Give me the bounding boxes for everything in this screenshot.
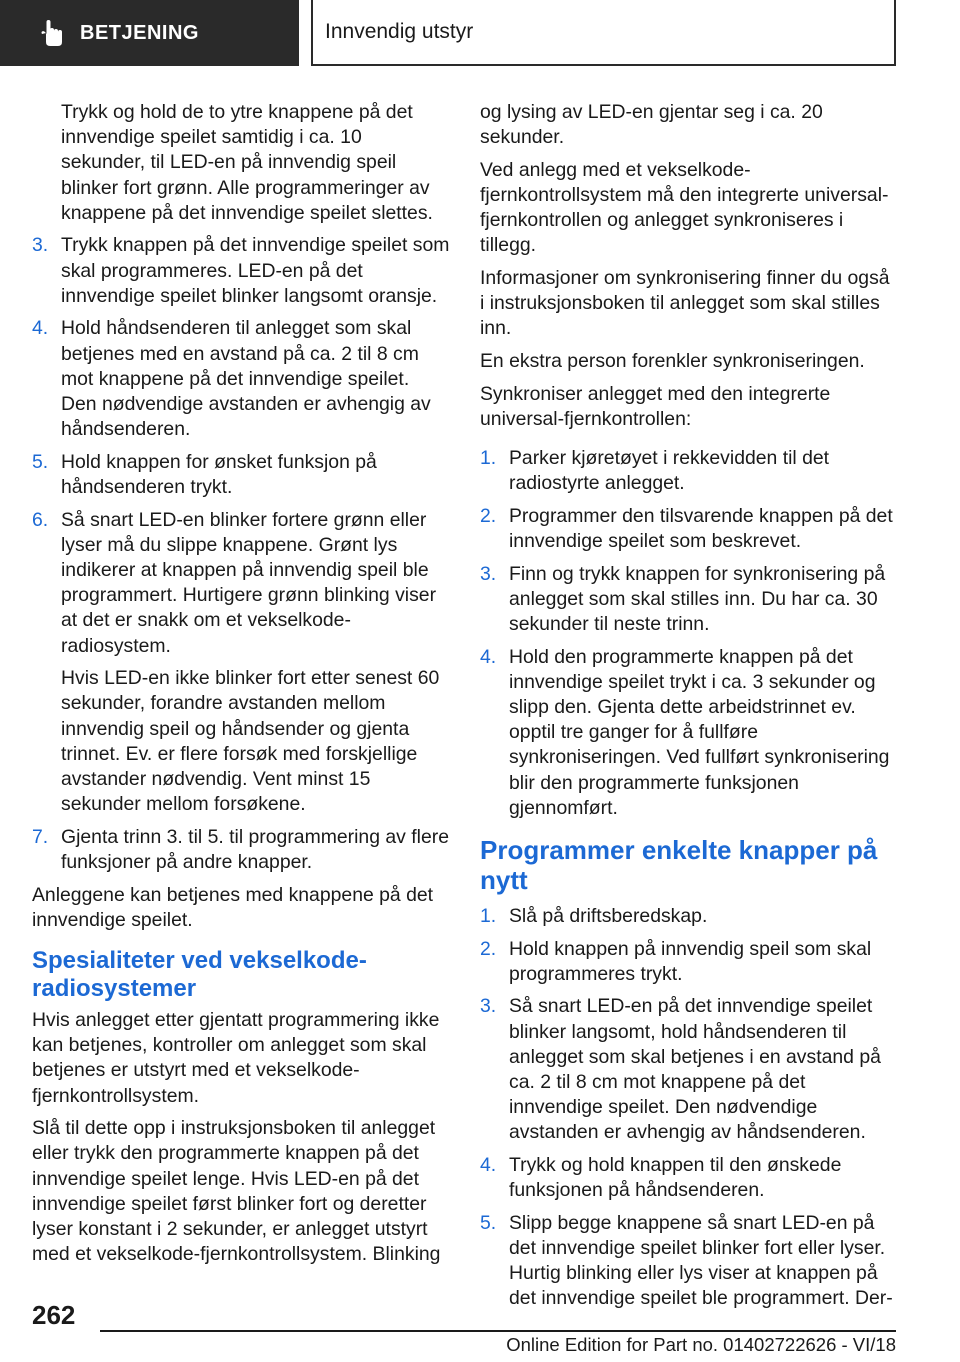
list-item [480,446,898,496]
section-heading: Programmer enkelte knapper på nytt [480,835,878,896]
list-item [32,316,450,442]
list-item [32,450,450,500]
right-column [480,100,898,1319]
step-number: 7. [32,825,49,848]
list-item [480,562,898,638]
paragraph: Ved anlegg med et vekselkode-fjernkontrollsystem må den integrerte universal-fjernkontrollen og anlegget synkroniseres i tillegg. [480,158,889,257]
paragraph: Slå til dette opp i instruksjonsboken til anlegget eller trykk den programmerte knappen på det innvendige speilet lenge. Hvis LED-en på det innvendige speilet først blinker fort og deretter lyser konstant i 2 sekunder, er anlegget utstyrt med et vekselkode-fjernkontrollsystem. Blinking [32,1117,441,1266]
page-header [0,0,960,66]
step-text: Så snart LED-en på det innvendige speilet blinker langsomt, hold håndsenderen til anlegget som skal betjenes i en avstand på ca. 2 til 8 cm mot knappene på det innvendige speilet. Den nødvendige avstanden er avhengig av håndsenderen. [509,995,881,1144]
paragraph: Informasjoner om synkronisering finner du også i instruksjonsboken til anlegget som skal stilles inn. [480,267,890,340]
reprogram-steps [480,904,898,1312]
step-number: 4. [32,317,49,340]
step-number: 2. [480,937,497,960]
page-number: 262 [32,1300,76,1330]
step-number: 6. [32,508,49,531]
list-item [480,994,898,1145]
paragraph: og lysing av LED-en gjentar seg i ca. 20 sekunder. [480,101,823,149]
step-text: Hold den programmerte knappen på det innvendige speilet trykt i ca. 3 sekunder og slipp den. Gjenta dette arbeidstrinnet ev. opptil tre ganger for å fullføre synkroniseringen. Ved fullført synkronisering blir den programmerte funksjonen gjennomført. [509,645,890,819]
sync-steps [480,446,898,821]
list-item [480,1211,898,1312]
section-tab [0,0,299,66]
step-number: 2. [480,504,497,527]
step-text: Trykk knappen på det innvendige speilet som skal programmeres. LED-en på det innvendige speilet blinker langsomt oransje. [61,234,450,307]
step-continuation: Hvis LED-en ikke blinker fort etter senest 60 sekunder, forandre avstanden mellom innvendig speil og håndsender og gjenta trinnet. Ev. er flere forsøk med forskjellige avstander nødvendig. Vent minst 15 sekunder mellom forsøkene. [61,667,440,816]
step-number: 4. [480,645,497,668]
step-text: Trykk og hold knappen til den ønskede funksjonen på håndsenderen. [509,1154,842,1202]
paragraph: En ekstra person forenkler synkroniseringen. [480,350,865,372]
step-text: Hold håndsenderen til anlegget som skal betjenes med en avstand på ca. 2 til 8 cm mot knappene på det innvendige speilet. Den nødvendige avstanden er avhengig av håndsenderen. [61,317,431,441]
list-item [480,504,898,554]
list-item [32,825,450,875]
step-number: 3. [480,562,497,585]
step-number: 1. [480,447,497,469]
list-item [32,233,450,309]
chapter-title: Innvendig utstyr [325,20,474,43]
list-item [480,1153,898,1203]
list-item [480,645,898,821]
step-number: 3. [480,995,497,1018]
section-label: BETJENING [80,21,199,44]
step-number: 5. [480,1211,497,1234]
step-text: Slå på driftsberedskap. [509,905,708,928]
edition-info: Online Edition for Part no. 01402722626 - VI/18 [506,1334,896,1355]
step-text: Hold knappen på innvendig speil som skal programmeres trykt. [509,937,872,985]
list-item [480,937,898,987]
chapter-title-box [311,0,896,66]
list-item [32,508,450,818]
left-column [32,100,450,1275]
programming-steps [32,233,450,875]
continued-step-text: Trykk og hold de to ytre knappene på det innvendige speilet samtidig i ca. 10 sekunder, til LED-en på innvendig speil blinker fort grønn. Alle programmeringer av knappene på det innvendige speilet slettes. [61,101,433,224]
paragraph: Anleggene kan betjenes med knappene på det innvendige speilet. [32,883,434,931]
step-text: Programmer den tilsvarende knappen på det innvendige speilet som beskrevet. [509,504,893,552]
section-heading: Spesialiteter ved vekselkode-radiosystemer [32,947,367,1003]
step-text: Finn og trykk knappen for synkronisering på anlegget som skal stilles inn. Du har ca. 30 sekunder til neste trinn. [509,562,886,635]
step-text: Så snart LED-en blinker fortere grønn eller lyser må du slippe knappene. Grønt lys indikerer at knappen på innvendig speil ble programmert. Hurtigere grønn blinking viser at det er snakk om et vekselkode-radiosystem. [61,508,437,657]
list-item [480,904,898,929]
step-text: Hold knappen for ønsket funksjon på håndsenderen trykt. [61,450,377,499]
step-number: 3. [32,234,49,257]
step-text: Gjenta trinn 3. til 5. til programmering av flere funksjoner på andre knapper. [61,825,449,874]
step-number: 4. [480,1154,497,1177]
paragraph: Hvis anlegget etter gjentatt programmering ikke kan betjenes, kontroller om anlegget som skal betjenes er utstyrt med et vekselkode-fjernkontrollsystem. [32,1009,440,1107]
step-text: Slipp begge knappene så snart LED-en på det innvendige speilet blinker fort eller lyser. Hurtig blinking eller lys viser at knappen på det innvendige speilet ble programmert. Der- [509,1211,893,1310]
paragraph: Synkroniser anlegget med den integrerte universal-fjernkontrollen: [480,382,831,430]
footer-divider [100,1330,896,1332]
step-number: 1. [480,905,497,928]
step-number: 5. [32,450,49,473]
hand-pointer-icon [38,18,68,48]
step-text: Parker kjøretøyet i rekkevidden til det radiostyrte anlegget. [509,447,830,495]
